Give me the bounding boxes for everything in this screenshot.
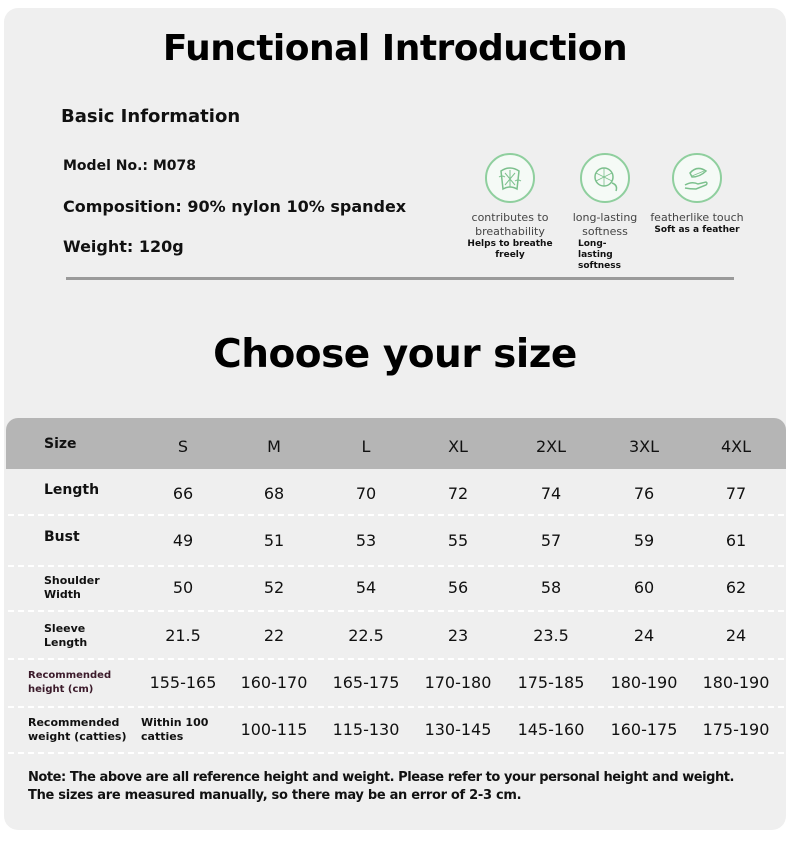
table-cell: 70 bbox=[355, 484, 377, 503]
table-cell: 52 bbox=[263, 578, 285, 597]
table-cell: 50 bbox=[172, 578, 194, 597]
table-cell: 21.5 bbox=[165, 626, 201, 645]
table-cell: 145-160 bbox=[517, 720, 585, 739]
header-size-label: Size bbox=[44, 436, 77, 452]
feature-caption: featherlike touch bbox=[650, 211, 744, 224]
table-cell: 57 bbox=[540, 531, 562, 550]
table-cell: 24 bbox=[633, 626, 655, 645]
table-cell: 180-190 bbox=[610, 673, 678, 692]
breathable-fabric-icon bbox=[485, 153, 535, 203]
table-cell: 54 bbox=[355, 578, 377, 597]
table-cell: 155-165 bbox=[149, 673, 217, 692]
size-s: S bbox=[177, 437, 189, 456]
feature-subcaption: Long-lasting softness bbox=[578, 239, 621, 271]
table-cell: 59 bbox=[633, 531, 655, 550]
table-cell: 180-190 bbox=[702, 673, 770, 692]
table-cell: 55 bbox=[447, 531, 469, 550]
basic-information-heading: Basic Information bbox=[61, 106, 241, 127]
table-cell: 51 bbox=[263, 531, 285, 550]
table-cell: 77 bbox=[725, 484, 747, 503]
size-4xl: 4XL bbox=[720, 437, 752, 456]
row-separator bbox=[8, 752, 784, 754]
table-cell: 160-175 bbox=[610, 720, 678, 739]
row-separator bbox=[8, 658, 784, 660]
table-cell: 61 bbox=[725, 531, 747, 550]
composition: Composition: 90% nylon 10% spandex bbox=[63, 197, 407, 216]
table-cell: 60 bbox=[633, 578, 655, 597]
choose-size-title: Choose your size bbox=[213, 332, 577, 377]
table-cell: 23 bbox=[447, 626, 469, 645]
table-cell: 24 bbox=[725, 626, 747, 645]
soft-shell-icon bbox=[580, 153, 630, 203]
table-cell: 76 bbox=[633, 484, 655, 503]
feature-caption: contributes to breathability bbox=[471, 211, 549, 238]
size-xl: XL bbox=[448, 437, 468, 456]
table-cell: 66 bbox=[172, 484, 194, 503]
row-separator bbox=[8, 514, 784, 516]
feather-hand-icon bbox=[672, 153, 722, 203]
table-cell: 72 bbox=[447, 484, 469, 503]
row-label-recommended-height: Recommended height (cm) bbox=[28, 670, 112, 695]
feature-breathability bbox=[455, 153, 565, 261]
model-number: Model No.: M078 bbox=[63, 158, 197, 174]
functional-introduction-title: Functional Introduction bbox=[162, 28, 628, 69]
size-l: L bbox=[361, 437, 371, 456]
table-cell: 53 bbox=[355, 531, 377, 550]
size-3xl: 3XL bbox=[628, 437, 660, 456]
row-label-length: Length bbox=[44, 482, 100, 498]
feature-subcaption: Soft as a feather bbox=[654, 225, 740, 235]
row-label-shoulder-width: Shoulder Width bbox=[44, 574, 100, 601]
table-cell: 49 bbox=[172, 531, 194, 550]
feature-featherlike bbox=[642, 153, 752, 236]
row-separator bbox=[8, 565, 784, 567]
table-cell: 23.5 bbox=[533, 626, 569, 645]
row-separator bbox=[8, 706, 784, 708]
table-cell: 56 bbox=[447, 578, 469, 597]
table-cell: 68 bbox=[263, 484, 285, 503]
measurement-note bbox=[28, 769, 734, 805]
section-divider bbox=[66, 277, 734, 280]
row-separator bbox=[8, 610, 784, 612]
table-cell: 100-115 bbox=[240, 720, 308, 739]
table-cell: Within 100 catties bbox=[141, 716, 209, 743]
row-label-sleeve-length: Sleeve Length bbox=[44, 622, 88, 649]
table-cell: 130-145 bbox=[424, 720, 492, 739]
table-cell: 74 bbox=[540, 484, 562, 503]
row-label-recommended-weight: Recommended weight (catties) bbox=[28, 716, 127, 743]
row-label-bust: Bust bbox=[44, 529, 80, 545]
table-cell: 160-170 bbox=[240, 673, 308, 692]
note-line-2: The sizes are measured manually, so there may be an error of 2-3 cm. bbox=[28, 788, 522, 803]
table-cell: 22.5 bbox=[348, 626, 384, 645]
size-m: M bbox=[267, 437, 281, 456]
table-cell: 175-190 bbox=[702, 720, 770, 739]
weight: Weight: 120g bbox=[63, 237, 184, 256]
table-cell: 22 bbox=[263, 626, 285, 645]
size-2xl: 2XL bbox=[535, 437, 567, 456]
note-line-1: Note: The above are all reference height and weight. Please refer to your personal height and weight. bbox=[28, 770, 735, 785]
table-cell: 62 bbox=[725, 578, 747, 597]
table-cell: 165-175 bbox=[332, 673, 400, 692]
feature-subcaption: Helps to breathe freely bbox=[467, 239, 553, 260]
table-cell: 170-180 bbox=[424, 673, 492, 692]
table-cell: 58 bbox=[540, 578, 562, 597]
table-cell: 175-185 bbox=[517, 673, 585, 692]
feature-caption: long-lasting softness bbox=[572, 211, 638, 238]
table-cell: 115-130 bbox=[332, 720, 400, 739]
